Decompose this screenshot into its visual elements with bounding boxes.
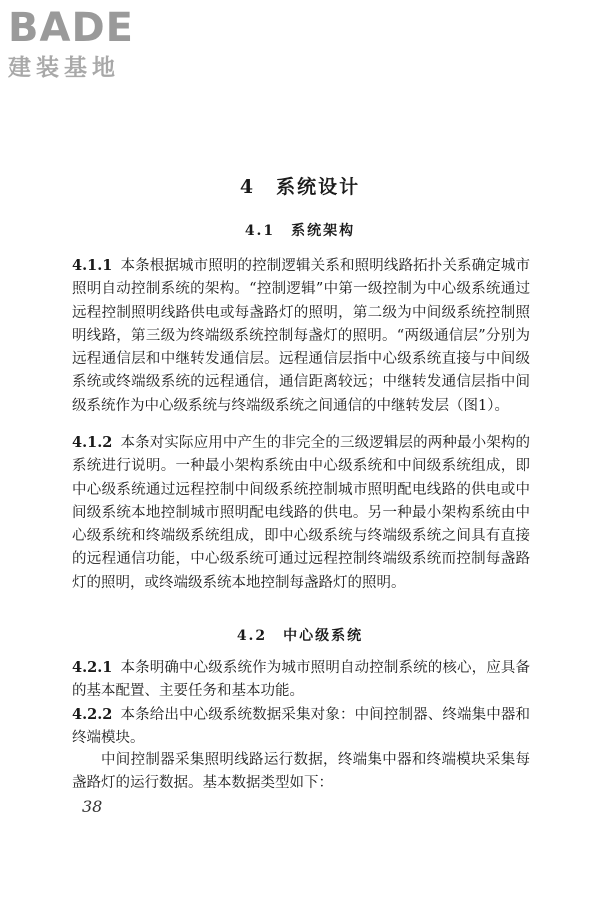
section-heading-4-1: 4.1 系统架构 [244,223,356,239]
clause-number: 4.2.1 [72,659,113,676]
clause-text: 中间控制器采集照明线路运行数据，终端集中器和终端模块采集每盏路灯的运行数据。基本数据类型如下： [72,752,530,792]
paragraph-4-2-2 [72,703,530,751]
page-number: 38 [82,797,103,816]
logo-subtitle: 建装基地 [8,55,120,81]
clause-text: 本条给出中心级系统数据采集对象：中间控制器、终端集中器和终端模块。 [72,707,530,747]
clause-number: 4.1.1 [72,257,113,274]
clause-number: 4.2.2 [72,706,113,723]
paragraph-4-1-1 [72,254,530,418]
paragraph-4-1-2 [72,431,530,595]
logo-text: BADE [8,5,134,51]
clause-text: 本条明确中心级系统作为城市照明自动控制系统的核心，应具备的基本配置、主要任务和基本功能。 [72,660,530,700]
clause-text: 本条根据城市照明的控制逻辑关系和照明线路拓扑关系确定城市照明自动控制系统的架构。“控制逻辑”中第一级控制为中心级系统通过远程控制照明线路供电或每盏路灯的照明，第二级为中间级系统控制照明线路，第三级为终端级系统控制每盏灯的照明。“两级通信层”分别为远程通信层和中继转发通信层。远程通信层指中心级系统直接与中间级系统或终端级系统的远程通信，通信距离较远；中继转发通信层指中间级系统作为中心级系统与终端级系统之间通信的中继转发层（图1）。 [72,258,530,414]
bade-logo [8,6,134,82]
section-heading-4-2: 4.2 中心级系统 [236,628,364,644]
chapter-title: 4 系统设计 [239,176,361,198]
clause-text: 本条对实际应用中产生的非完全的三级逻辑层的两种最小架构的系统进行说明。一种最小架构系统由中心级系统和中间级系统组成，即中心级系统通过远程控制中间级系统控制城市照明配电线路的供电或中间级系统本地控制城市照明配电线路的供电。另一种最小架构系统由中心级系统和终端级系统组成，即中心级系统与终端级系统之间具有直接的远程通信功能，中心级系统可通过远程控制终端级系统而控制每盏路灯的照明，或终端级系统本地控制每盏路灯的照明。 [72,435,530,591]
paragraph-4-2-2-continued [72,749,530,796]
clause-number: 4.1.2 [72,434,113,451]
paragraph-4-2-1 [72,656,530,704]
